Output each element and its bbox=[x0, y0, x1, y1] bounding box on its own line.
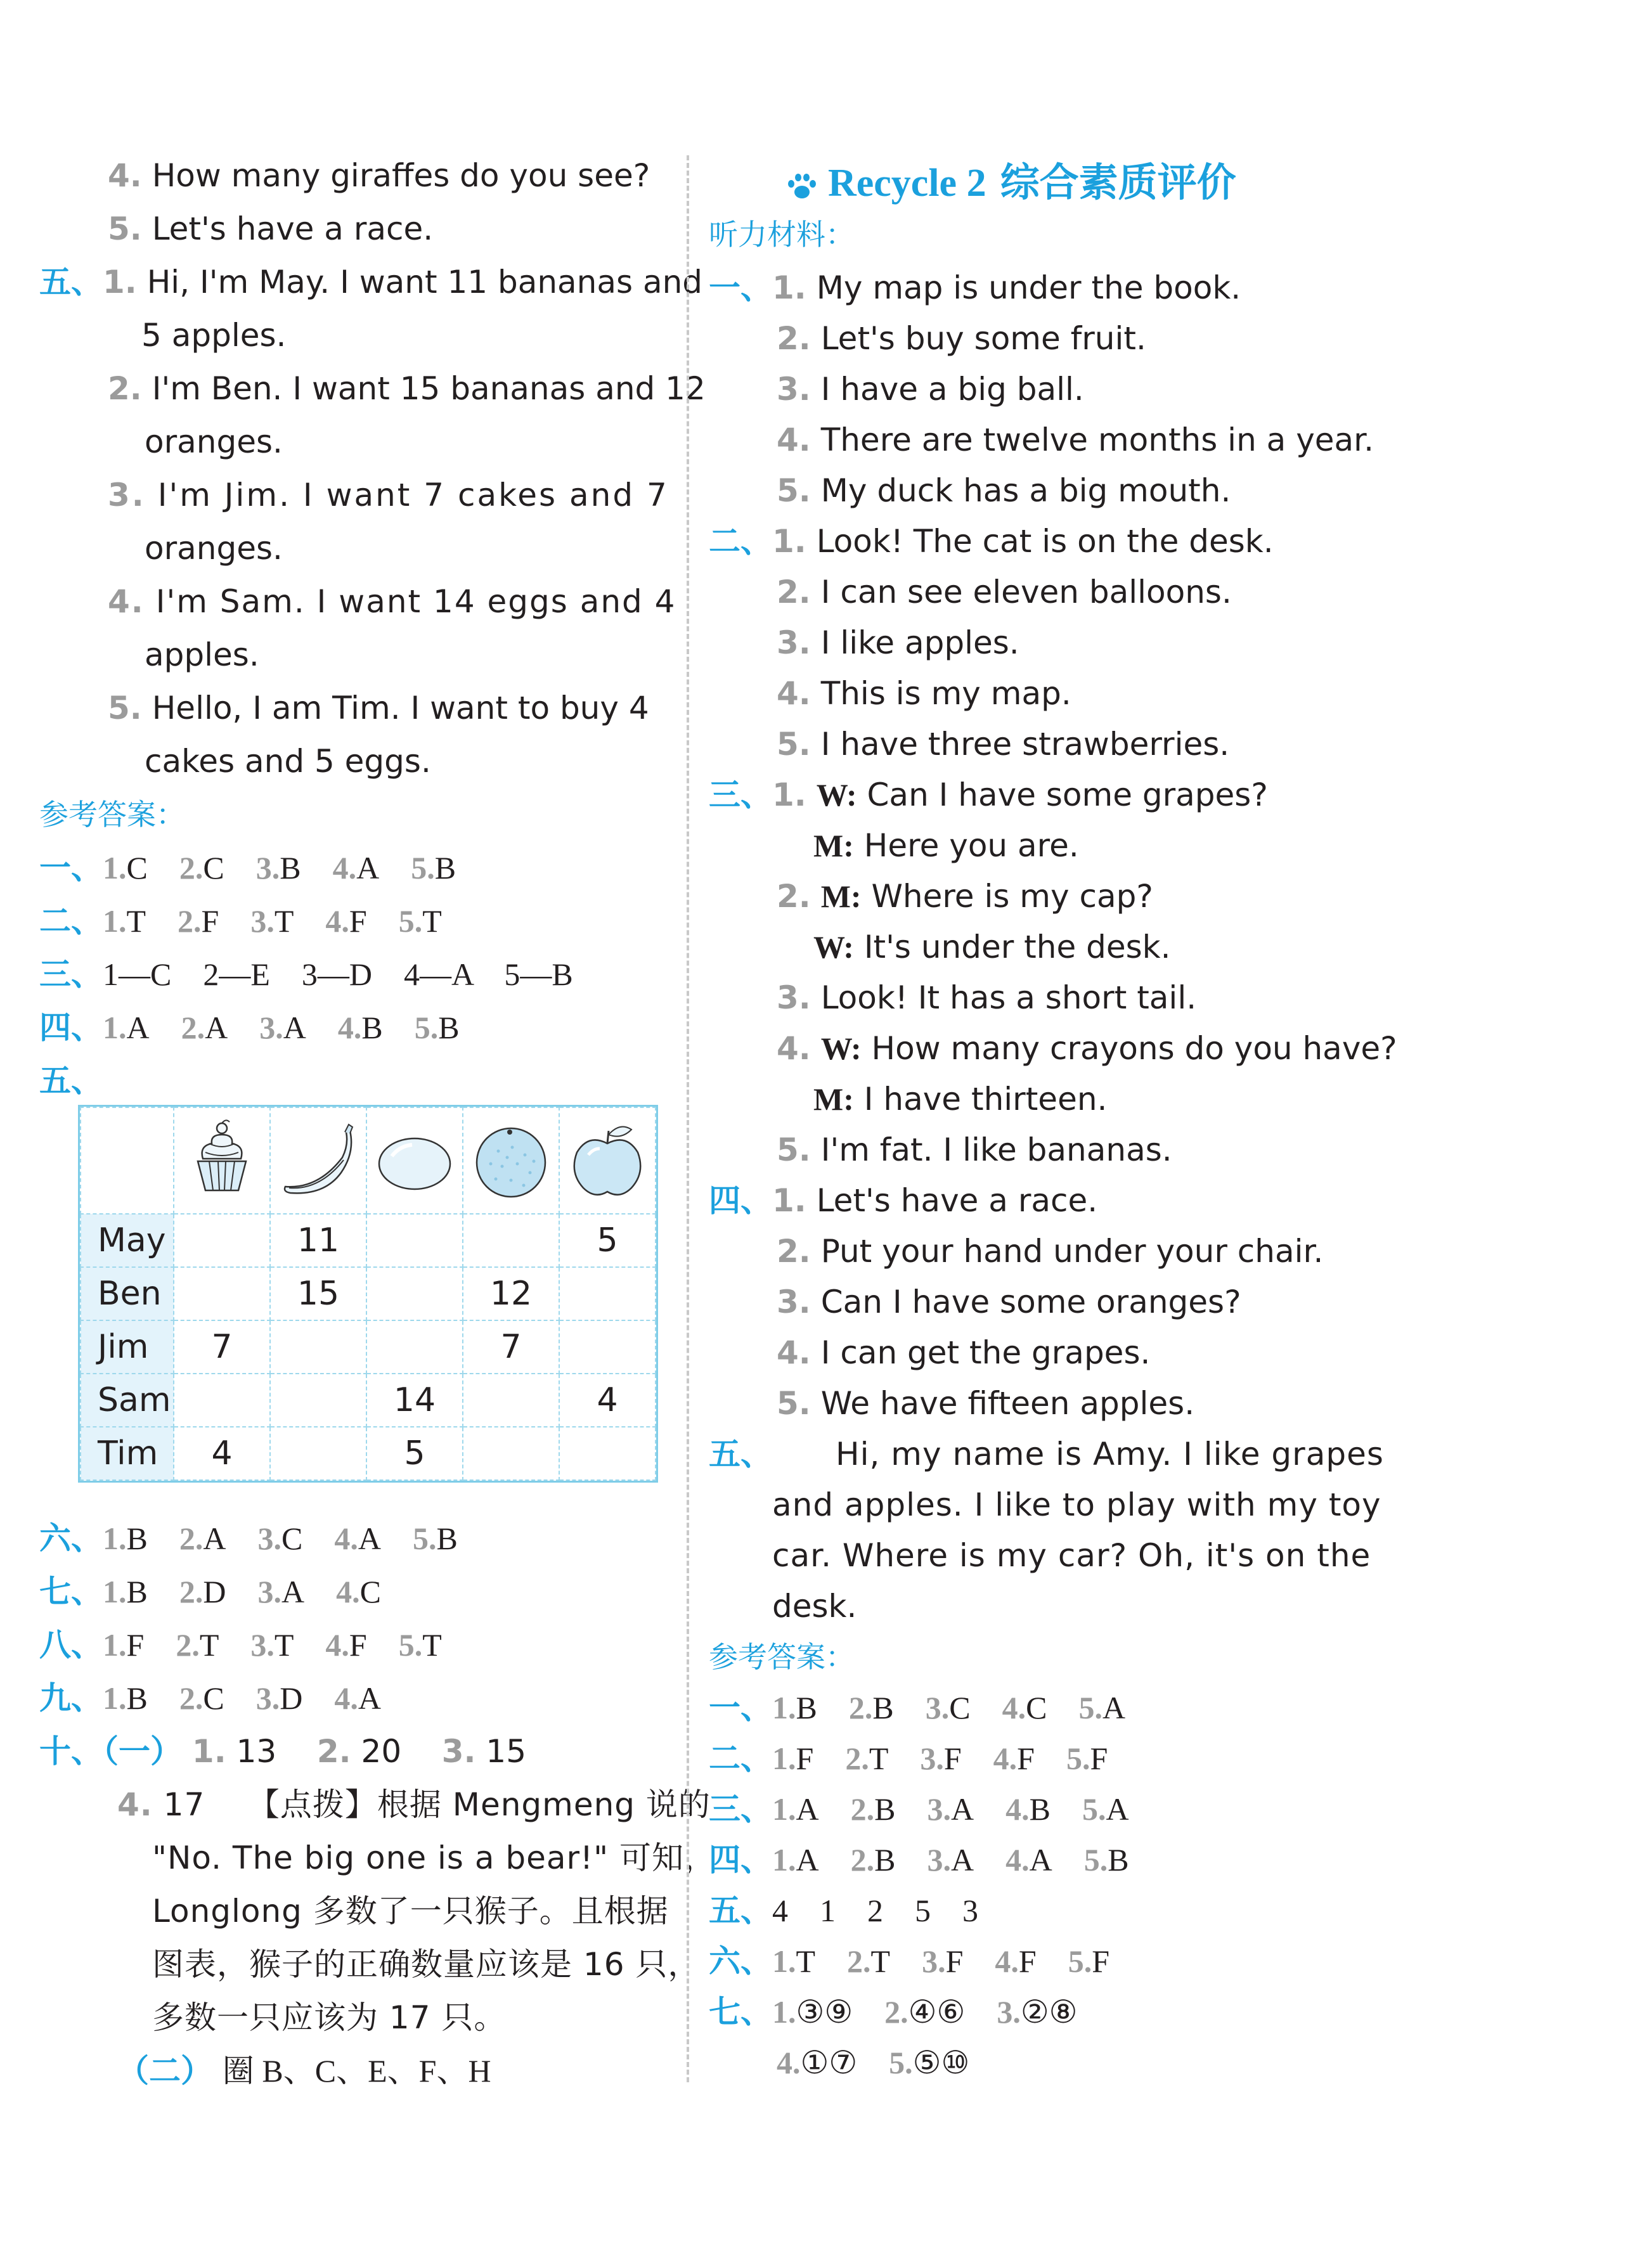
table-header-row bbox=[81, 1107, 656, 1214]
section-5-item-4: 4. I'm Sam. I want 14 eggs and 4 bbox=[108, 583, 676, 620]
answers-heading: 参考答案： bbox=[709, 1640, 855, 1674]
cupcake-icon bbox=[184, 1119, 260, 1202]
answer-row: 二、1.F 2.T 3.F 4.F 5.F bbox=[709, 1739, 1108, 1777]
listening-line: 4. W: How many crayons do you have? bbox=[777, 1030, 1397, 1067]
text-line: apples. bbox=[145, 636, 259, 673]
listening-line: 5. I have three strawberries. bbox=[777, 726, 1230, 763]
table-cell: 7 bbox=[174, 1320, 270, 1374]
passage-line: car. Where is my car? Oh, it's on the bbox=[772, 1537, 1371, 1574]
note-line: 多数一只应该为 17 只。 bbox=[152, 1999, 507, 2036]
listening-line: 3. I like apples. bbox=[777, 624, 1019, 661]
listening-line: 3. Can I have some oranges? bbox=[777, 1284, 1241, 1320]
answer-row: 四、1.A 2.B 3.A 4.A 5.B bbox=[709, 1841, 1129, 1878]
listening-line: 2. Put your hand under your chair. bbox=[777, 1233, 1324, 1270]
passage-line: desk. bbox=[772, 1588, 857, 1625]
listening-line: 3. I have a big ball. bbox=[777, 371, 1084, 408]
section-10-part-2: （二） 圈 B、C、E、F、H bbox=[117, 2052, 491, 2089]
table-cell: 5 bbox=[559, 1214, 656, 1267]
row-name: May bbox=[81, 1214, 174, 1267]
listening-passage: 五、 bbox=[709, 1435, 772, 1472]
row-name: Sam bbox=[81, 1374, 174, 1427]
table-cell bbox=[463, 1214, 559, 1267]
answer-row: 七、1.B 2.D 3.A 4.C bbox=[39, 1573, 381, 1610]
answer-row: 三、1—C 2—E 3—D 4—A 5—B bbox=[39, 955, 573, 993]
note-line: Longlong 多数了一只猴子。且根据 bbox=[152, 1893, 669, 1930]
listening-heading: 听力材料： bbox=[709, 217, 855, 252]
table-cell bbox=[463, 1374, 559, 1427]
listening-line: 3. Look! It has a short tail. bbox=[777, 979, 1197, 1016]
table-cell bbox=[366, 1267, 463, 1320]
listening-line: 5. We have fifteen apples. bbox=[777, 1385, 1195, 1422]
text-line: oranges. bbox=[145, 423, 283, 460]
listening-line: 一、1. My map is under the book. bbox=[709, 269, 1241, 306]
section-10-row: 十、（一） 1. 13 2. 20 3. 15 bbox=[39, 1732, 527, 1770]
listening-line: 4. I can get the grapes. bbox=[777, 1334, 1151, 1371]
orange-icon bbox=[473, 1119, 549, 1202]
answer-row: 九、1.B 2.C 3.D 4.A bbox=[39, 1679, 381, 1717]
section-5-item-5: 5. Hello, I am Tim. I want to buy 4 bbox=[108, 690, 649, 726]
passage-line: and apples. I like to play with my toy bbox=[772, 1486, 1381, 1523]
listening-line: 2. I can see eleven balloons. bbox=[777, 574, 1232, 610]
section-5-item-1: 五、1. Hi, I'm May. I want 11 bananas and bbox=[39, 263, 703, 300]
table-row bbox=[81, 1427, 656, 1480]
text-line: cakes and 5 eggs. bbox=[145, 743, 431, 780]
section-5-item-3: 3. I'm Jim. I want 7 cakes and 7 bbox=[108, 477, 669, 513]
paw-icon bbox=[786, 172, 818, 202]
table-cell bbox=[174, 1214, 270, 1267]
note-line: 图表，猴子的正确数量应该是 16 只， bbox=[152, 1946, 701, 1983]
table-cell: 4 bbox=[174, 1427, 270, 1480]
table-cell bbox=[174, 1374, 270, 1427]
table-cell bbox=[463, 1427, 559, 1480]
table-cell bbox=[366, 1320, 463, 1374]
table-cell bbox=[559, 1267, 656, 1320]
answer-row: 三、1.A 2.B 3.A 4.B 5.A bbox=[709, 1790, 1129, 1827]
text-line: 4. How many giraffes do you see? bbox=[108, 157, 650, 194]
section-5-item-2: 2. I'm Ben. I want 15 bananas and 12 bbox=[108, 370, 706, 407]
answer-row: 四、1.A 2.A 3.A 4.B 5.B bbox=[39, 1008, 460, 1046]
listening-line: 5. I'm fat. I like bananas. bbox=[777, 1131, 1172, 1168]
listening-line: 2. Let's buy some fruit. bbox=[777, 320, 1146, 357]
row-name: Jim bbox=[81, 1320, 174, 1374]
banana-column bbox=[270, 1107, 366, 1214]
table-row bbox=[81, 1374, 656, 1427]
listening-line: 四、1. Let's have a race. bbox=[709, 1182, 1098, 1219]
listening-line: 2. M: Where is my cap? bbox=[777, 878, 1153, 915]
table-cell bbox=[270, 1320, 366, 1374]
answer-row: 五、 bbox=[39, 1062, 103, 1099]
passage-line: Hi, my name is Amy. I like grapes bbox=[836, 1436, 1384, 1472]
table-cell bbox=[366, 1214, 463, 1267]
listening-line: 5. My duck has a big mouth. bbox=[777, 472, 1231, 509]
table-cell: 12 bbox=[463, 1267, 559, 1320]
table-row bbox=[81, 1320, 656, 1374]
table-cell: 7 bbox=[463, 1320, 559, 1374]
egg-column bbox=[366, 1107, 463, 1214]
answer-row: 一、1.C 2.C 3.B 4.A 5.B bbox=[39, 849, 456, 886]
listening-line: W: It's under the desk. bbox=[813, 929, 1171, 965]
cake-column bbox=[174, 1107, 270, 1214]
table-cell: 15 bbox=[270, 1267, 366, 1320]
table-row bbox=[81, 1214, 656, 1267]
answer-row: 一、1.B 2.B 3.C 4.C 5.A bbox=[709, 1689, 1126, 1726]
table-row bbox=[81, 1267, 656, 1320]
table-cell: 14 bbox=[366, 1374, 463, 1427]
text-line: oranges. bbox=[145, 530, 283, 567]
orange-column bbox=[463, 1107, 559, 1214]
text-line: 5 apples. bbox=[141, 317, 287, 354]
listening-line: 二、1. Look! The cat is on the desk. bbox=[709, 522, 1274, 560]
table-cell bbox=[559, 1320, 656, 1374]
answer-row: 二、1.T 2.F 3.T 4.F 5.T bbox=[39, 902, 442, 939]
text-line: 5. Let's have a race. bbox=[108, 210, 434, 247]
table-cell bbox=[559, 1427, 656, 1480]
egg-icon bbox=[377, 1119, 453, 1202]
row-name: Ben bbox=[81, 1267, 174, 1320]
table-cell bbox=[270, 1374, 366, 1427]
table-cell: 5 bbox=[366, 1427, 463, 1480]
answer-row: 八、1.F 2.T 3.T 4.F 5.T bbox=[39, 1626, 442, 1663]
answer-row: 六、1.T 2.T 3.F 4.F 5.F bbox=[709, 1942, 1110, 1980]
column-divider bbox=[687, 155, 689, 2082]
banana-icon bbox=[280, 1119, 356, 1202]
listening-line: 4. This is my map. bbox=[777, 675, 1071, 712]
table-cell bbox=[270, 1427, 366, 1480]
answer-row: 五、4 1 2 5 3 bbox=[709, 1891, 978, 1929]
listening-line: 4. There are twelve months in a year. bbox=[777, 422, 1374, 458]
section-10-item-4: 4. 17 【点拨】根据 Mengmeng 说的 bbox=[117, 1786, 711, 1823]
listening-line: M: Here you are. bbox=[813, 827, 1079, 864]
page-title: Recycle 2 综合素质评价 bbox=[786, 157, 1236, 209]
table-cell bbox=[174, 1267, 270, 1320]
answer-row: 六、1.B 2.A 3.C 4.A 5.B bbox=[39, 1519, 458, 1557]
fruit-table bbox=[78, 1105, 658, 1483]
apple-column bbox=[559, 1107, 656, 1214]
listening-line: 三、1. W: Can I have some grapes? bbox=[709, 776, 1268, 813]
listening-line: M: I have thirteen. bbox=[813, 1081, 1108, 1118]
answer-row: 七、1.③⑨ 2.④⑥ 3.②⑧ bbox=[709, 1993, 1078, 2030]
note-line: "No. The big one is a bear!" 可知， bbox=[152, 1840, 716, 1876]
apple-icon bbox=[569, 1119, 645, 1202]
table-cell: 4 bbox=[559, 1374, 656, 1427]
row-name: Tim bbox=[81, 1427, 174, 1480]
table-corner bbox=[81, 1107, 174, 1214]
table-cell: 11 bbox=[270, 1214, 366, 1267]
answer-row: 4.①⑦ 5.⑤⑩ bbox=[777, 2045, 970, 2080]
answers-heading: 参考答案： bbox=[39, 797, 185, 832]
